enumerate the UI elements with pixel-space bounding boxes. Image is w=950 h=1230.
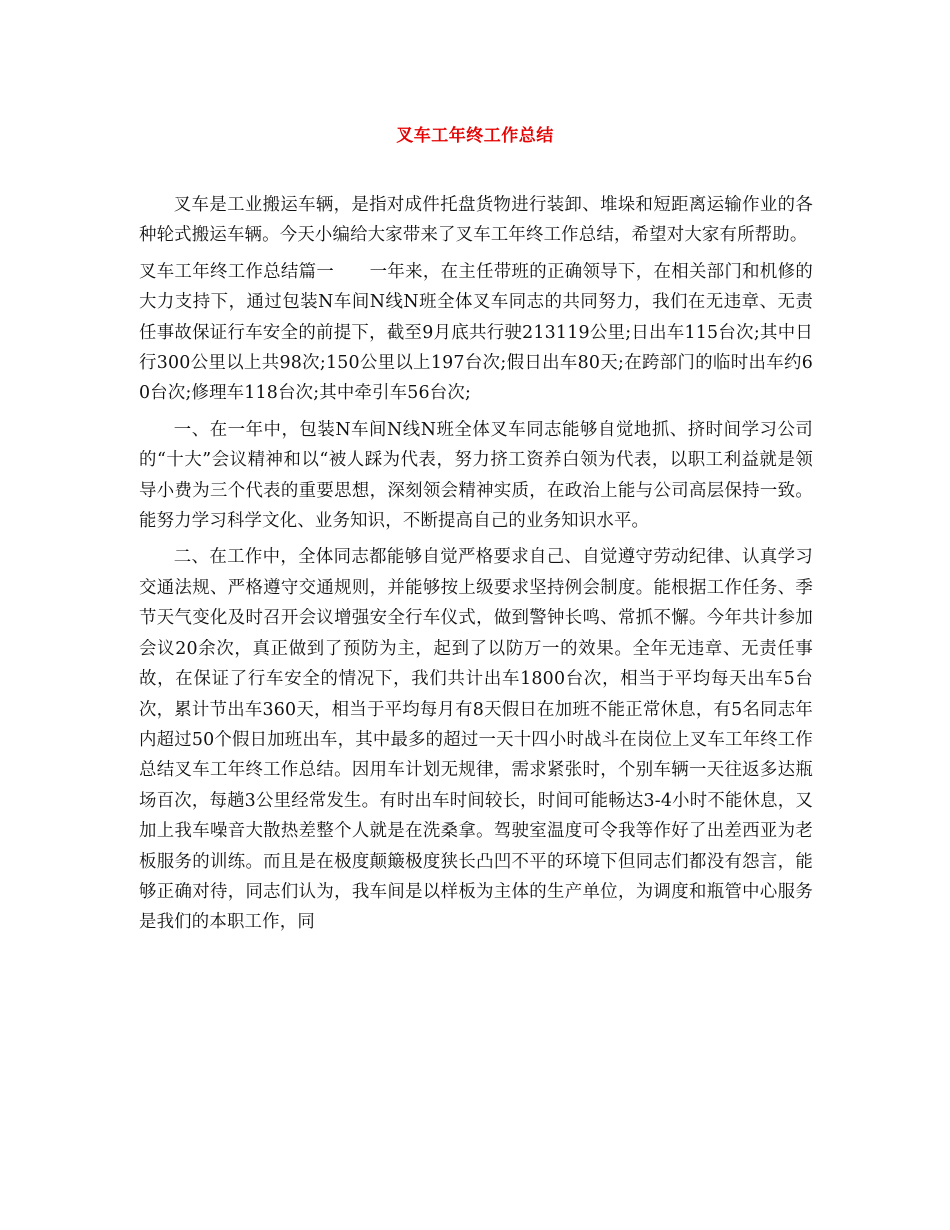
document-body — [139, 190, 813, 944]
paragraph-point-2: 二、在工作中，全体同志都能够自觉严格要求自己、自觉遵守劳动纪律、认真学习交通法规、严格遵守交通规则，并能够按上级要求坚持例会制度。能根据工作任务、季节天气变化及时召开会议增强安全行车仪式，做到警钟长鸣、常抓不懈。今年共计参加会议20余次，真正做到了预防为主，起到了以防万一的效果。全年无违章、无责任事故，在保证了行车安全的情况下，我们共计出车1800台次，相当于平均每天出车5台次，累计节出车360天，相当于平均每月有8天假日在加班不能正常休息，有5名同志年内超过50个假日加班出车，其中最多的超过一天十四小时战斗在岗位上叉车工年终工作总结叉车工年终工作总结。因用车计划无规律，需求紧张时，个别车辆一天往返多达瓶场百次，每趟3公里经常发生。有时出车时间较长，时间可能畅达3-4小时不能休息，又加上我车噪音大散热差整个人就是在洗桑拿。驾驶室温度可令我等作好了出差西亚为老板服务的训练。而且是在极度颠簸极度狭长凸凹不平的环境下但同志们都没有怨言，能够正确对待，同志们认为，我车间是以样板为主体的生产单位，为调度和瓶管中心服务是我们的本职工作，同 — [139, 547, 813, 933]
document-title: 叉车工年终工作总结 — [396, 126, 554, 146]
paragraph-intro: 叉车是工业搬运车辆，是指对成件托盘货物进行装卸、堆垛和短距离运输作业的各种轮式搬运车辆。今天小编给大家带来了叉车工年终工作总结，希望对大家有所帮助。 — [139, 195, 813, 246]
paragraph-point-1: 一、在一年中，包装N车间N线N班全体叉车同志能够自觉地抓、挤时间学习公司的“十大”会议精神和以“被人踩为代表，努力挤工资养白领为代表，以职工利益就是领导小费为三个代表的重要思想，深刻领会精神实质，在政治上能与公司高层保持一致。能努力学习科学文化、业务知识，不断提高自己的业务知识水平。 — [139, 419, 813, 532]
paragraph-section-1: 叉车工年终工作总结篇一 一年来，在主任带班的正确领导下，在相关部门和机修的大力支持下，通过包装N车间N线N班全体叉车同志的共同努力，我们在无违章、无责任事故保证行车安全的前提下，截至9月底共行驶213119公里;日出车115台次;其中日行300公里以上共98次;150公里以上197台次;假日出车80天;在跨部门的临时出车约60台次;修理车118台次;其中牵引车56台次; — [139, 261, 813, 404]
